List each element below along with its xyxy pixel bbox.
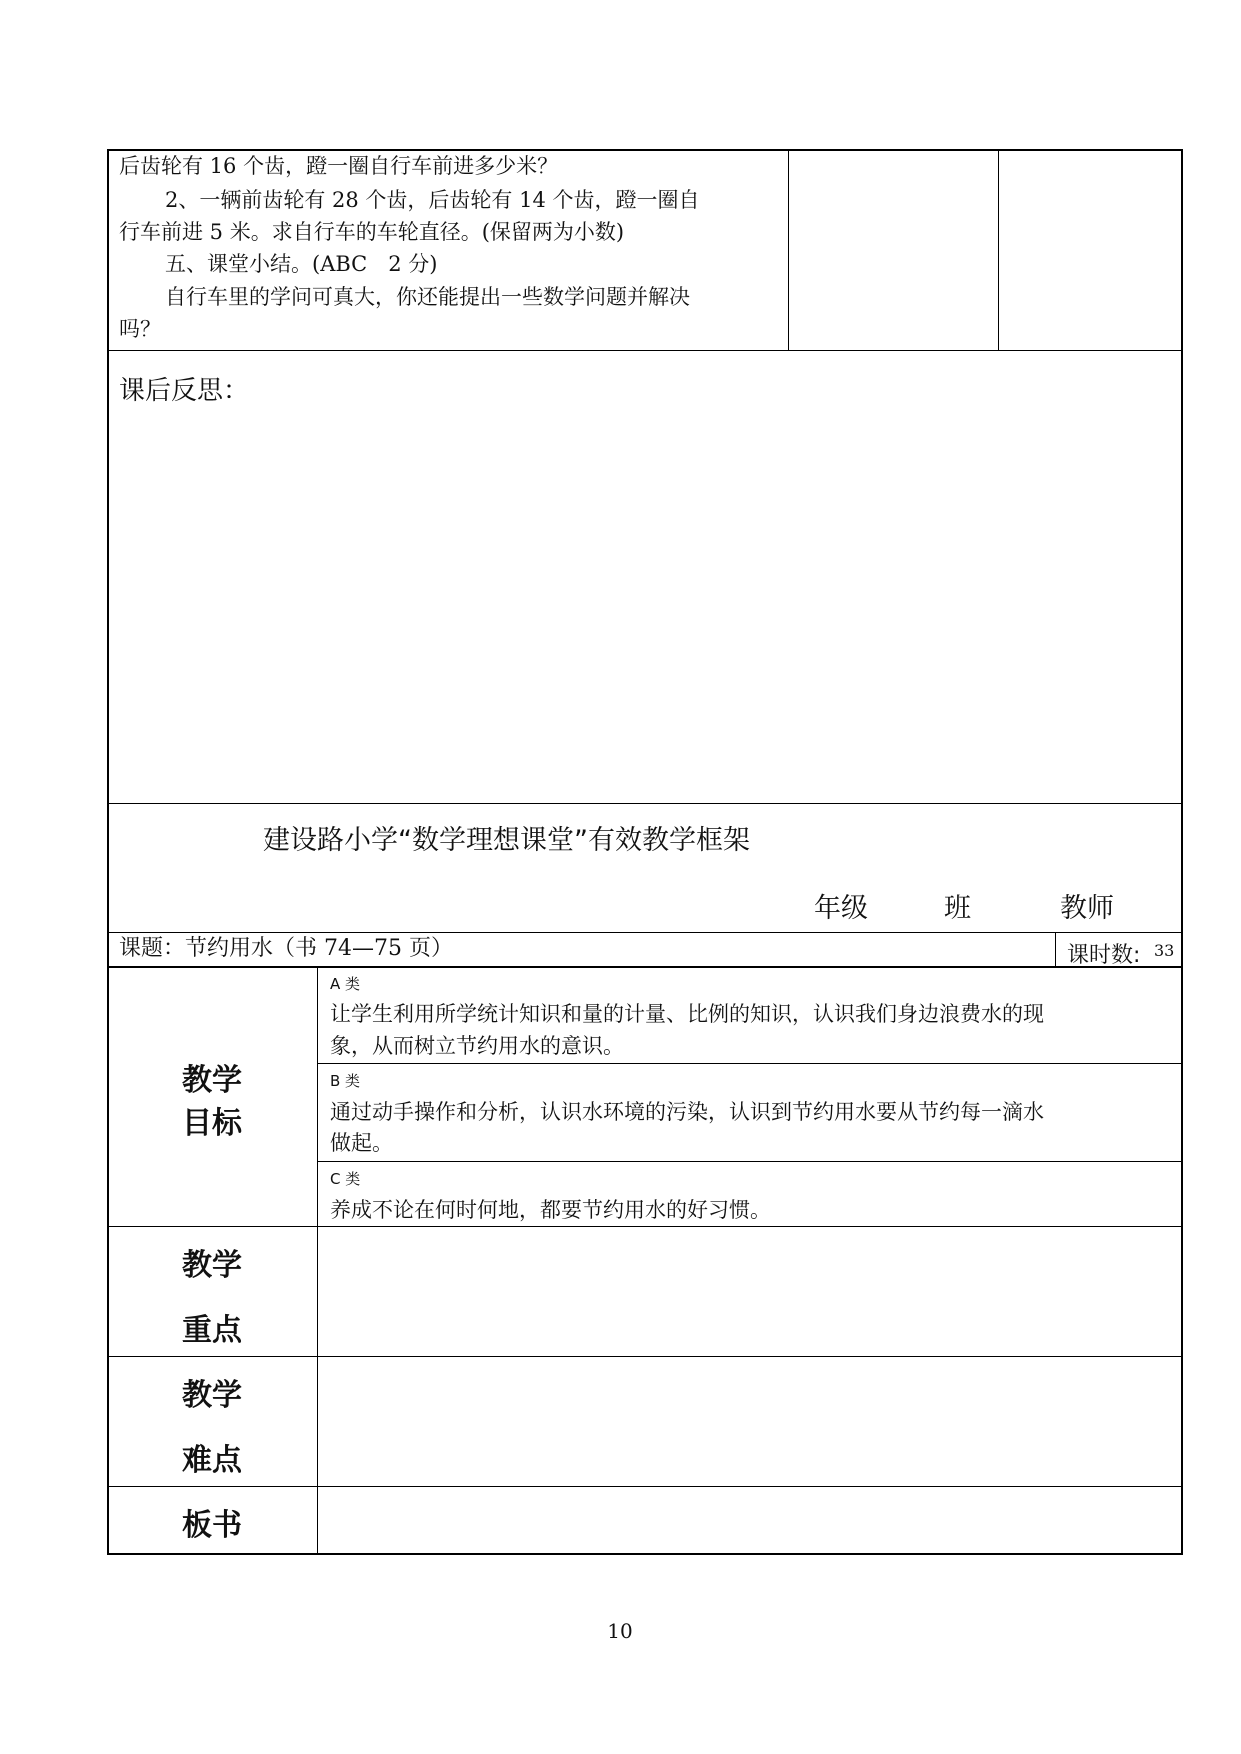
divider-col-hours	[1055, 932, 1056, 966]
top-text-line-5: 自行车里的学问可真大，你还能提出一些数学问题并解决	[165, 285, 690, 309]
divider-h-difficulties	[107, 1356, 1183, 1357]
divider-col-label	[317, 966, 318, 1555]
divider-h-obj-c	[317, 1161, 1183, 1162]
grade-label: 年级	[814, 893, 868, 924]
objectives-label-1: 教学	[182, 1063, 242, 1098]
page-number: 10	[607, 1619, 633, 1643]
lesson-topic: 课题：节约用水（书 74—75 页）	[119, 936, 453, 961]
objective-b-tag: B 类	[330, 1072, 361, 1090]
divider-h-topic	[107, 932, 1183, 933]
border-left	[107, 149, 109, 1555]
reflection-label: 课后反思：	[119, 376, 250, 406]
teacher-label: 教师	[1060, 893, 1114, 924]
divider-h-board	[107, 1486, 1183, 1487]
top-text-line-6: 吗？	[119, 317, 161, 341]
border-right	[1181, 149, 1183, 1555]
divider-h-keypoints	[107, 1226, 1183, 1227]
key-points-label-1: 教学	[182, 1248, 242, 1283]
objective-b-line-1: 通过动手操作和分析，认识水环境的污染，认识到节约用水要从节约每一滴水	[330, 1100, 1044, 1124]
hours-value: 33	[1154, 941, 1175, 960]
divider-h-reflection	[107, 350, 1183, 351]
objective-b-line-2: 做起。	[330, 1131, 393, 1155]
hours-label: 课时数:	[1067, 943, 1141, 968]
objective-c-line-1: 养成不论在何时何地，都要节约用水的好习惯。	[330, 1198, 771, 1222]
top-text-line-1: 后齿轮有 16 个齿，蹬一圈自行车前进多少米？	[119, 154, 559, 178]
framework-title: 建设路小学“数学理想课堂”有效教学框架	[263, 825, 750, 856]
difficulties-label-2: 难点	[182, 1443, 242, 1478]
top-text-line-4: 五、课堂小结。(ABC 2 分)	[165, 252, 438, 276]
objective-c-tag: C 类	[330, 1170, 361, 1188]
key-points-label-2: 重点	[182, 1313, 242, 1348]
objective-a-tag: A 类	[330, 975, 361, 993]
class-label: 班	[944, 893, 971, 924]
divider-h-objectives	[107, 966, 1183, 968]
top-text-line-3: 行车前进 5 米。求自行车的车轮直径。(保留两为小数)	[119, 220, 625, 244]
divider-h-framework	[107, 803, 1183, 804]
objective-a-line-1: 让学生利用所学统计知识和量的计量、比例的知识，认识我们身边浪费水的现	[330, 1002, 1044, 1026]
divider-col-1	[788, 149, 789, 351]
border-bottom	[107, 1553, 1183, 1555]
top-text-line-2: 2、一辆前齿轮有 28 个齿，后齿轮有 14 个齿，蹬一圈自	[165, 188, 700, 212]
divider-col-2	[998, 149, 999, 351]
divider-h-obj-b	[317, 1063, 1183, 1064]
objective-a-line-2: 象，从而树立节约用水的意识。	[330, 1034, 624, 1058]
difficulties-label-1: 教学	[182, 1378, 242, 1413]
objectives-label-2: 目标	[182, 1106, 242, 1141]
board-label: 板书	[182, 1508, 242, 1543]
